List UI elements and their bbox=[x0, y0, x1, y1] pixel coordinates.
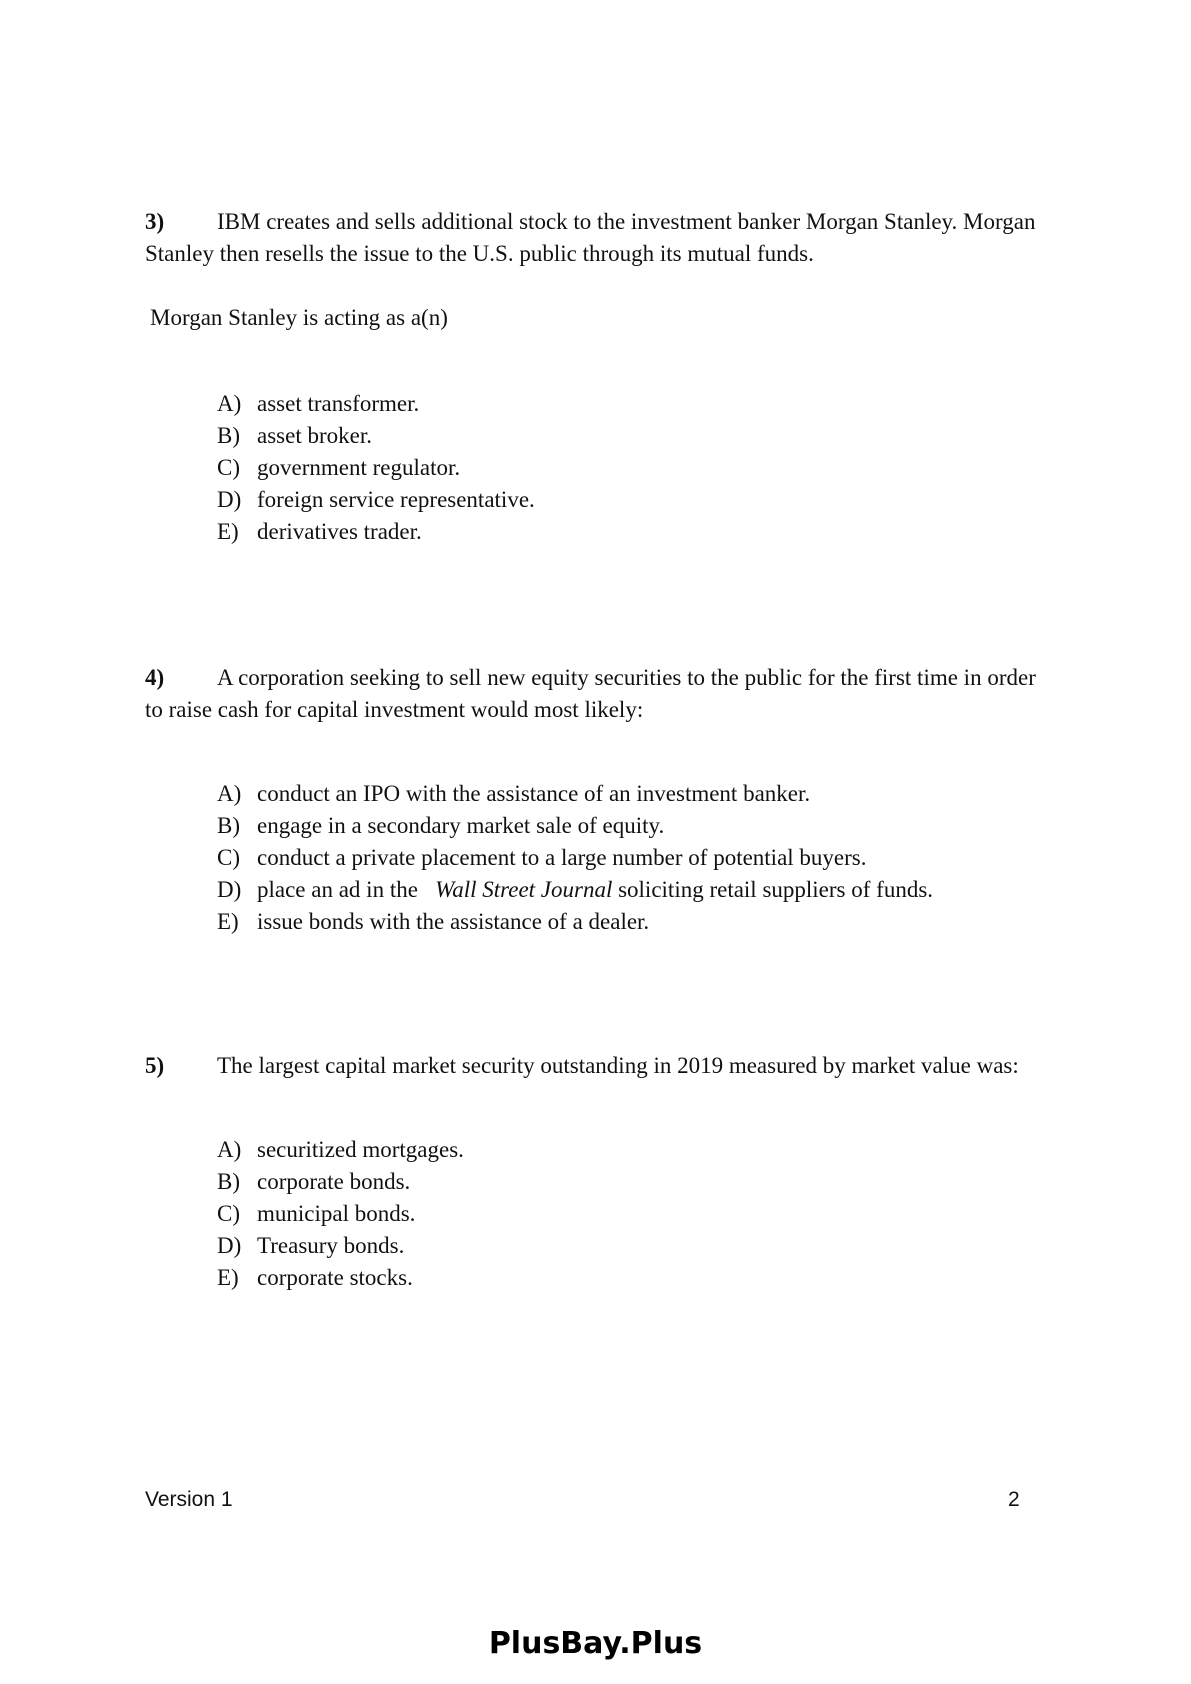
question-5-number: 5) bbox=[145, 1053, 165, 1078]
option-text-after: soliciting retail suppliers of funds. bbox=[618, 877, 934, 902]
question-3-number: 3) bbox=[145, 209, 165, 234]
question-4-options bbox=[217, 778, 933, 938]
question-4-stem-line-1: A corporation seeking to sell new equity securities to the public for the first time in order bbox=[217, 665, 1036, 690]
option-letter: A) bbox=[217, 781, 242, 806]
option-text: conduct a private placement to a large number of potential buyers. bbox=[257, 845, 867, 870]
option-3d[interactable] bbox=[217, 484, 535, 516]
footer-page-number: 2 bbox=[1008, 1488, 1020, 1511]
option-4d[interactable] bbox=[217, 874, 933, 906]
option-text-before: place an ad in the bbox=[257, 877, 418, 902]
option-text: Treasury bonds. bbox=[257, 1233, 405, 1258]
option-text: municipal bonds. bbox=[257, 1201, 416, 1226]
option-letter: E) bbox=[217, 1265, 239, 1290]
question-3 bbox=[145, 206, 1075, 270]
question-3-stem-line-1: IBM creates and sells additional stock to the investment banker Morgan Stanley. Morgan bbox=[217, 209, 1036, 234]
option-3c[interactable] bbox=[217, 452, 535, 484]
option-text: corporate bonds. bbox=[257, 1169, 411, 1194]
option-3b[interactable] bbox=[217, 420, 535, 452]
option-4e[interactable] bbox=[217, 906, 933, 938]
option-4c[interactable] bbox=[217, 842, 933, 874]
option-text: conduct an IPO with the assistance of an investment banker. bbox=[257, 781, 811, 806]
question-4-stem-line-2: to raise cash for capital investment would most likely: bbox=[145, 697, 644, 722]
question-5-options bbox=[217, 1134, 464, 1294]
question-3-options bbox=[217, 388, 535, 548]
question-3-line-1 bbox=[145, 206, 1075, 238]
option-text-italic: Wall Street Journal bbox=[435, 877, 613, 902]
question-3-prompt: Morgan Stanley is acting as a(n) bbox=[150, 305, 448, 330]
option-letter: B) bbox=[217, 1169, 240, 1194]
option-letter: B) bbox=[217, 813, 240, 838]
option-text: derivatives trader. bbox=[257, 519, 422, 544]
footer-version: Version 1 bbox=[145, 1488, 233, 1511]
option-5e[interactable] bbox=[217, 1262, 464, 1294]
option-5d[interactable] bbox=[217, 1230, 464, 1262]
option-3a[interactable] bbox=[217, 388, 535, 420]
option-text: asset broker. bbox=[257, 423, 372, 448]
option-text: engage in a secondary market sale of equity. bbox=[257, 813, 665, 838]
option-4b[interactable] bbox=[217, 810, 933, 842]
option-letter: E) bbox=[217, 909, 239, 934]
option-text: government regulator. bbox=[257, 455, 461, 480]
option-letter: D) bbox=[217, 487, 242, 512]
option-letter: C) bbox=[217, 1201, 240, 1226]
option-letter: A) bbox=[217, 391, 242, 416]
option-letter: C) bbox=[217, 455, 240, 480]
option-letter: E) bbox=[217, 519, 239, 544]
option-5b[interactable] bbox=[217, 1166, 464, 1198]
watermark-text: PlusBay.Plus bbox=[488, 1626, 703, 1661]
option-text: asset transformer. bbox=[257, 391, 420, 416]
question-4 bbox=[145, 662, 1075, 726]
option-letter: D) bbox=[217, 1233, 242, 1258]
option-4a[interactable] bbox=[217, 778, 933, 810]
option-text: corporate stocks. bbox=[257, 1265, 413, 1290]
question-3-stem-line-2: Stanley then resells the issue to the U.S. public through its mutual funds. bbox=[145, 241, 814, 266]
question-5-line-1 bbox=[145, 1050, 1075, 1082]
question-5 bbox=[145, 1050, 1075, 1082]
option-5a[interactable] bbox=[217, 1134, 464, 1166]
option-3e[interactable] bbox=[217, 516, 535, 548]
option-letter: D) bbox=[217, 877, 242, 902]
question-4-number: 4) bbox=[145, 665, 165, 690]
option-letter: A) bbox=[217, 1137, 242, 1162]
question-4-line-1 bbox=[145, 662, 1075, 694]
option-letter: B) bbox=[217, 423, 240, 448]
option-text: securitized mortgages. bbox=[257, 1137, 464, 1162]
option-text: foreign service representative. bbox=[257, 487, 535, 512]
option-5c[interactable] bbox=[217, 1198, 464, 1230]
question-5-stem-line-1: The largest capital market security outstanding in 2019 measured by market value was: bbox=[217, 1053, 1019, 1078]
option-text: issue bonds with the assistance of a dealer. bbox=[257, 909, 650, 934]
option-letter: C) bbox=[217, 845, 240, 870]
